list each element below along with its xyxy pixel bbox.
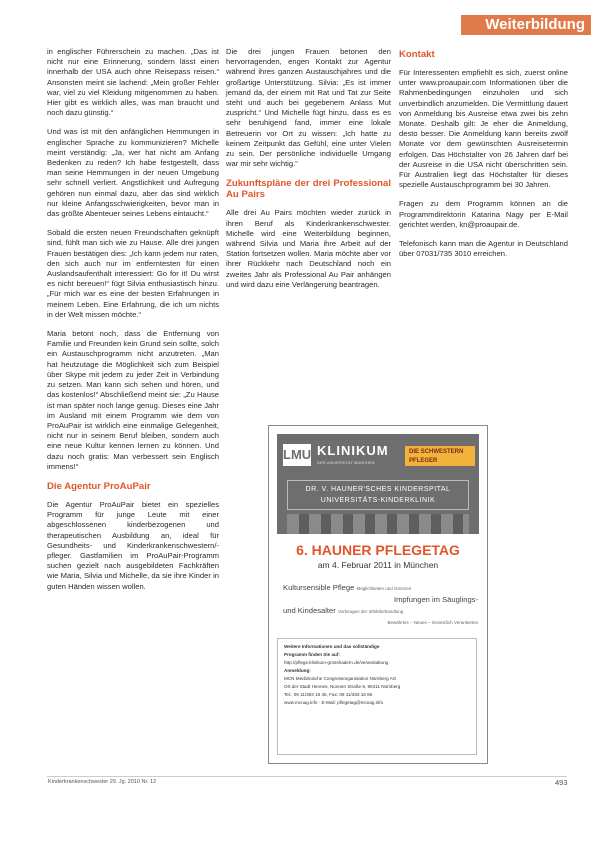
column-2 bbox=[226, 47, 391, 299]
topic: und Kindesalter bbox=[283, 606, 336, 615]
section-title: Weiterbildung bbox=[485, 16, 585, 33]
ad-info-box bbox=[277, 638, 477, 755]
building-pillars bbox=[287, 514, 469, 534]
info-link[interactable]: www.mcnag.info · E-Mail: pflegetag@mcnag.info bbox=[284, 700, 384, 705]
info-line: Weitere Informationen und das vollständige bbox=[284, 644, 380, 649]
topic-note: Bewährtes – Neues – Gesetzlich Verankertes bbox=[387, 620, 478, 625]
info-line: MCN Medizinische Congressorganisation Nürnberg AG bbox=[284, 676, 397, 681]
paragraph: Maria betont noch, dass die Entfernung von Familie und Freunden kein Grund sein sollte, solch ein Austauschprogramm nicht anzutreten. „Man hat heutzutage die Möglichkeit sich zum Beispiel über Skype mit jedem zu jeder Zeit in Verbindung zu setzen. Man kann sich sehen und hören, und das kostenlos!“ Abschließend meint sie: „Zu Hause ist man später noch lange genug. Dieses eine Jahr im Ausland mit einem Programm wie dem von ProAuPair ist wirklich eine einmalige Gelegenheit, nicht nur in seinem Beruf bleiben, sondern auch eine neue Kultur kennen lernen zu können. Und dazu noch gratis: Man verbessert sein Englisch immens!“ bbox=[47, 329, 219, 471]
klinikum-logo: KLINIKUM bbox=[317, 443, 389, 458]
ad-title: 6. HAUNER PFLEGETAG bbox=[296, 542, 460, 558]
column-3 bbox=[399, 47, 568, 268]
info-line: Ort der Stadt Hennes, Nonnen Straße 8, 90411 Nürnberg bbox=[284, 684, 401, 689]
paragraph: Die Agentur ProAuPair bietet ein spezielles Programm für junge Leute mit einer abgeschlossenen kinderbezogenen und therapeutischen Ausbildung an, ideal für Gesundheits- und Kinderkrankenschwestern/-pfleger. Gastfamilien im ProAuPair-Programm suchen gezielt nach ausgebildeten Fachkräften wie Maria, Silvia und Michelle, da sie ihre Kinder in guten Händen wissen wollen. bbox=[47, 499, 219, 591]
info-line: Programm finden Sie auf: bbox=[284, 652, 340, 657]
ad-date: am 4. Februar 2011 in München bbox=[317, 560, 439, 570]
paragraph: Für Interessenten empfiehlt es sich, zuerst online unter www.proaupair.com Informationen über die Rahmenbedingungen einzuholen und sich unverbindlich anzumelden. Die Vermittlung dauert von Anmeldung bis Ausreise etwa zwei bis zehn Monate. Deshalb gilt: Je eher die Anmeldung, desto besser. Die Anmeldung kann bereits zwölf Monate vor dem gewünschten Ausreisetermin erfolgen. Das Höchstalter von 26 Jahren darf bei der Ausreise in die USA nicht überschritten sein. Für Australien liegt das Höchstalter für dieses spezielle Austauschprogramm bei 30 Jahren. bbox=[399, 68, 568, 190]
page-number: 493 bbox=[555, 778, 568, 787]
info-line: Tel.: 09 11/393 16 46, Fax: 09 11/393 16 66 bbox=[284, 692, 373, 697]
paragraph: in englischer Führerschein zu machen. „Das ist nicht nur eine Erinnerung, sondern lässt einen innerhalb der USA auch ohne Reisepass reisen.“ Ansonsten meint sie lachend: „Mein großer Fehler war, viel zu viel Kleidung mitgenommen zu haben. Hier gibt es wirklich alles, was man braucht und noch dazu günstig.“ bbox=[47, 47, 219, 118]
schwestern-logo: DIE SCHWESTERN PFLEGER bbox=[405, 446, 475, 466]
info-link[interactable]: http://pflege.klinikum-grosshadern.de/veranstaltung bbox=[284, 660, 389, 665]
paragraph: Und was ist mit den anfänglichen Hemmungen in englischer Sprache zu kommunizieren? Michelle meint verständig: „Ja, wer hat nicht am Anfang Bedenken zu reden? Ich habe festgestellt, dass man seine Hemmungen in der neuen Umgebung sehr schnell verliert. Angstlichkeit und Aufregung gehören nun einmal dazu, aber das sind wirklich nur kleine Anfangsschwierigkeiten, bevor man in das größte Abenteuer seines Lebens eintaucht.“ bbox=[47, 127, 219, 219]
paragraph: Fragen zu dem Programm können an die Programmdirektorin Katarina Nagy per E-Mail gerichtet werden, kn@proaupair.de. bbox=[399, 199, 568, 229]
paragraph: Sobald die ersten neuen Freundschaften geknüpft sind, fühlt man sich wie zu Hause. Alle drei jungen Frauen bestätigen dies: „Ich kann jedem nur raten, den sich auch nur im entferntesten für einen Auslandsaufenthalt interessiert: Go for it! Du wirst es nicht bereuen!“ fügt Silvia enthusiastisch hinzu. „Für mich war es eine der besten Erfahrungen in meinem Leben. Eine Erfahrung, die ich um nichts in der Welt missen möchte.“ bbox=[47, 228, 219, 319]
section-heading: Die Agentur ProAuPair bbox=[47, 480, 151, 492]
header-bar bbox=[461, 15, 591, 35]
paragraph: Telefonisch kann man die Agentur in Deutschland über 07031/735 3010 erreichen. bbox=[399, 239, 568, 259]
section-heading: Kontakt bbox=[399, 49, 435, 60]
footer-divider bbox=[47, 776, 567, 777]
topic-note: Vorbeugen der Infektbehandlung bbox=[337, 609, 404, 614]
topic-note: Möglichkeiten und Grenzen bbox=[356, 586, 412, 591]
building-line: DR. V. HAUNER'SCHES KINDERSPITAL bbox=[305, 486, 451, 493]
ad-banner bbox=[277, 434, 479, 534]
paragraph: Alle drei Au Pairs möchten wieder zurück in ihren Beruf als Kinderkrankenschwester. Michelle wird eine Weiterbildung beginnen, während Silvia und Maria ihre Arbeit auf der Station fortsetzen wollen. Maria möchte aber vor ihrer Rückkehr nach Deutschland noch ein zweites Jahr als Professional Au Pair anhängen und wird dazu eine Verlängerung beantragen. bbox=[226, 208, 391, 289]
building-line: UNIVERSITÄTS-KINDERKLINIK bbox=[320, 497, 436, 504]
footer-journal: Kinderkrankenschwester 29. Jg. 2010 Nr. 12 bbox=[48, 779, 157, 785]
section-heading: Zukunftspläne der drei Professional Au Pairs bbox=[226, 178, 391, 201]
topic: Impfungen im Säuglings- bbox=[394, 595, 478, 604]
klinikum-subtitle: DER UNIVERSITÄT MÜNCHEN bbox=[317, 460, 375, 465]
ad-topics bbox=[283, 582, 478, 628]
column-1 bbox=[47, 47, 219, 601]
topic: Kultursensible Pflege bbox=[283, 583, 355, 592]
lmu-logo: LMU bbox=[283, 444, 311, 466]
paragraph: Die drei jungen Frauen betonen den hervorragenden, engen Kontakt zur Agentur während ihres ganzen Austauschjahres und die großartige Unterstützung. Silvia: „Es ist immer jemand da, der einem mit Rat und Tat zur Seite steht und auch bei gegebenem Anlass Mut zuspricht.“ Und Michelle fügt hinzu, dass es es sehr beruhigend fand, immer eine lokale Betreuerin vor Ort zu wissen: „Ich hatte zu keinem Zeitpunkt das Gefühl, eine unter Vielen zu sein. Der persönliche individuelle Umgang war mir sehr wichtig.“ bbox=[226, 47, 391, 169]
info-line: Anmeldung: bbox=[284, 668, 311, 673]
building-facade bbox=[287, 480, 469, 510]
advertisement bbox=[268, 425, 488, 764]
